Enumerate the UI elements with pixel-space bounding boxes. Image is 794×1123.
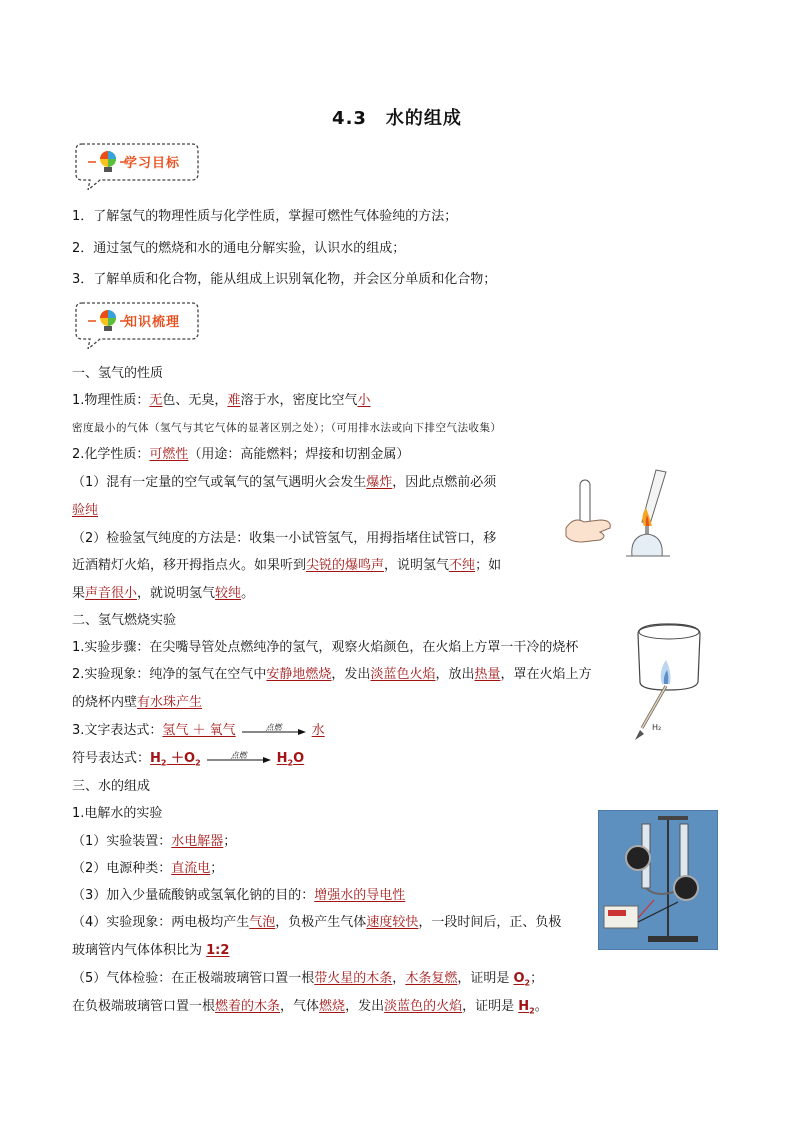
item-4-end: 玻璃管内气体体积比为 1:2 (72, 943, 230, 958)
word-equation: 3.文字表达式：氢气 ＋ 氧气 点燃 水 (72, 722, 325, 738)
chemical-properties: 2.化学性质：可燃性（用途：高能燃料；焊接和切割金属） (72, 447, 410, 462)
lightbulb-icon (88, 307, 128, 337)
section-heading: 三、水的组成 (72, 779, 151, 794)
reaction-arrow: 点燃 (242, 724, 306, 738)
reaction-arrow: 点燃 (207, 752, 271, 766)
physical-properties: 1.物理性质：无色、无臭，难溶于水，密度比空气小 (72, 393, 371, 408)
learning-goals-badge (74, 142, 200, 182)
hydrogen-purity-test-illustration (560, 466, 696, 562)
electrolysis-apparatus-photo (598, 810, 718, 950)
paragraph-2c: 果声音很小，就说明氢气较纯。 (72, 586, 255, 601)
item-1: （1）实验装置：水电解器； (72, 834, 237, 849)
lightbulb-icon (88, 148, 128, 178)
goal-1: 1．了解氢气的物理性质与化学性质，掌握可燃性气体验纯的方法； (72, 209, 458, 224)
page-title: 4.3 水的组成 (332, 108, 462, 129)
experiment-steps: 1.实验步骤：在尖嘴导管处点燃纯净的氢气，观察火焰颜色，在火焰上方罩一干冷的烧杯 (72, 640, 579, 655)
item-4: （4）实验现象：两电极均产生气泡，负极产生气体速度较快，一段时间后，正、负极 (72, 915, 562, 930)
item-2: （2）电源种类：直流电； (72, 861, 224, 876)
goal-3: 3．了解单质和化合物，能从组成上识别氧化物，并会区分单质和化合物； (72, 272, 497, 287)
item-5: （5）气体检验：在正极端玻璃管口置一根带火星的木条，木条复燃，证明是 $O_2$； (72, 971, 544, 988)
experiment-observation-end: 的烧杯内壁有水珠产生 (72, 695, 203, 710)
item-3: （3）加入少量硫酸钠或氢氧化钠的目的：增强水的导电性 (72, 888, 406, 903)
badge-label: 学习目标 (124, 156, 181, 171)
symbol-equation: 符号表达式：$H_2 +O_2$ 点燃 $H_2O$ (72, 750, 305, 768)
h2-label: H₂ (652, 723, 662, 732)
section-heading: 二、氢气燃烧实验 (72, 613, 177, 628)
knowledge-badge (74, 301, 200, 341)
experiment-observation: 2.实验现象：纯净的氢气在空气中安静地燃烧，发出淡蓝色火焰，放出热量，罩在火焰上方 (72, 667, 592, 682)
goal-2: 2．通过氢气的燃烧和水的通电分解实验，认识水的组成； (72, 241, 406, 256)
paragraph-2a: （2）检验氢气纯度的方法是：收集一小试管氢气，用拇指堵住试管口，移 (72, 531, 497, 546)
hydrogen-combustion-illustration (620, 620, 720, 744)
density-note: 密度最小的气体（氢气与其它气体的显著区别之处）；（可用排水法或向下排空气法收集） (72, 422, 502, 434)
paragraph-1: （1）混有一定量的空气或氧气的氢气遇明火会发生爆炸，因此点燃前必须 (72, 475, 497, 490)
badge-label: 知识梳理 (124, 315, 181, 330)
item-5-end: 在负极端玻璃管口置一根燃着的木条，气体燃烧，发出淡蓝色的火焰，证明是 $H_2$。 (72, 999, 548, 1016)
subheading: 1.电解水的实验 (72, 806, 163, 821)
section-heading: 一、氢气的性质 (72, 366, 164, 381)
paragraph-1-end: 验纯 (72, 503, 99, 518)
paragraph-2b: 近酒精灯火焰，移开拇指点火。如果听到尖锐的爆鸣声，说明氢气不纯；如 (72, 558, 502, 573)
